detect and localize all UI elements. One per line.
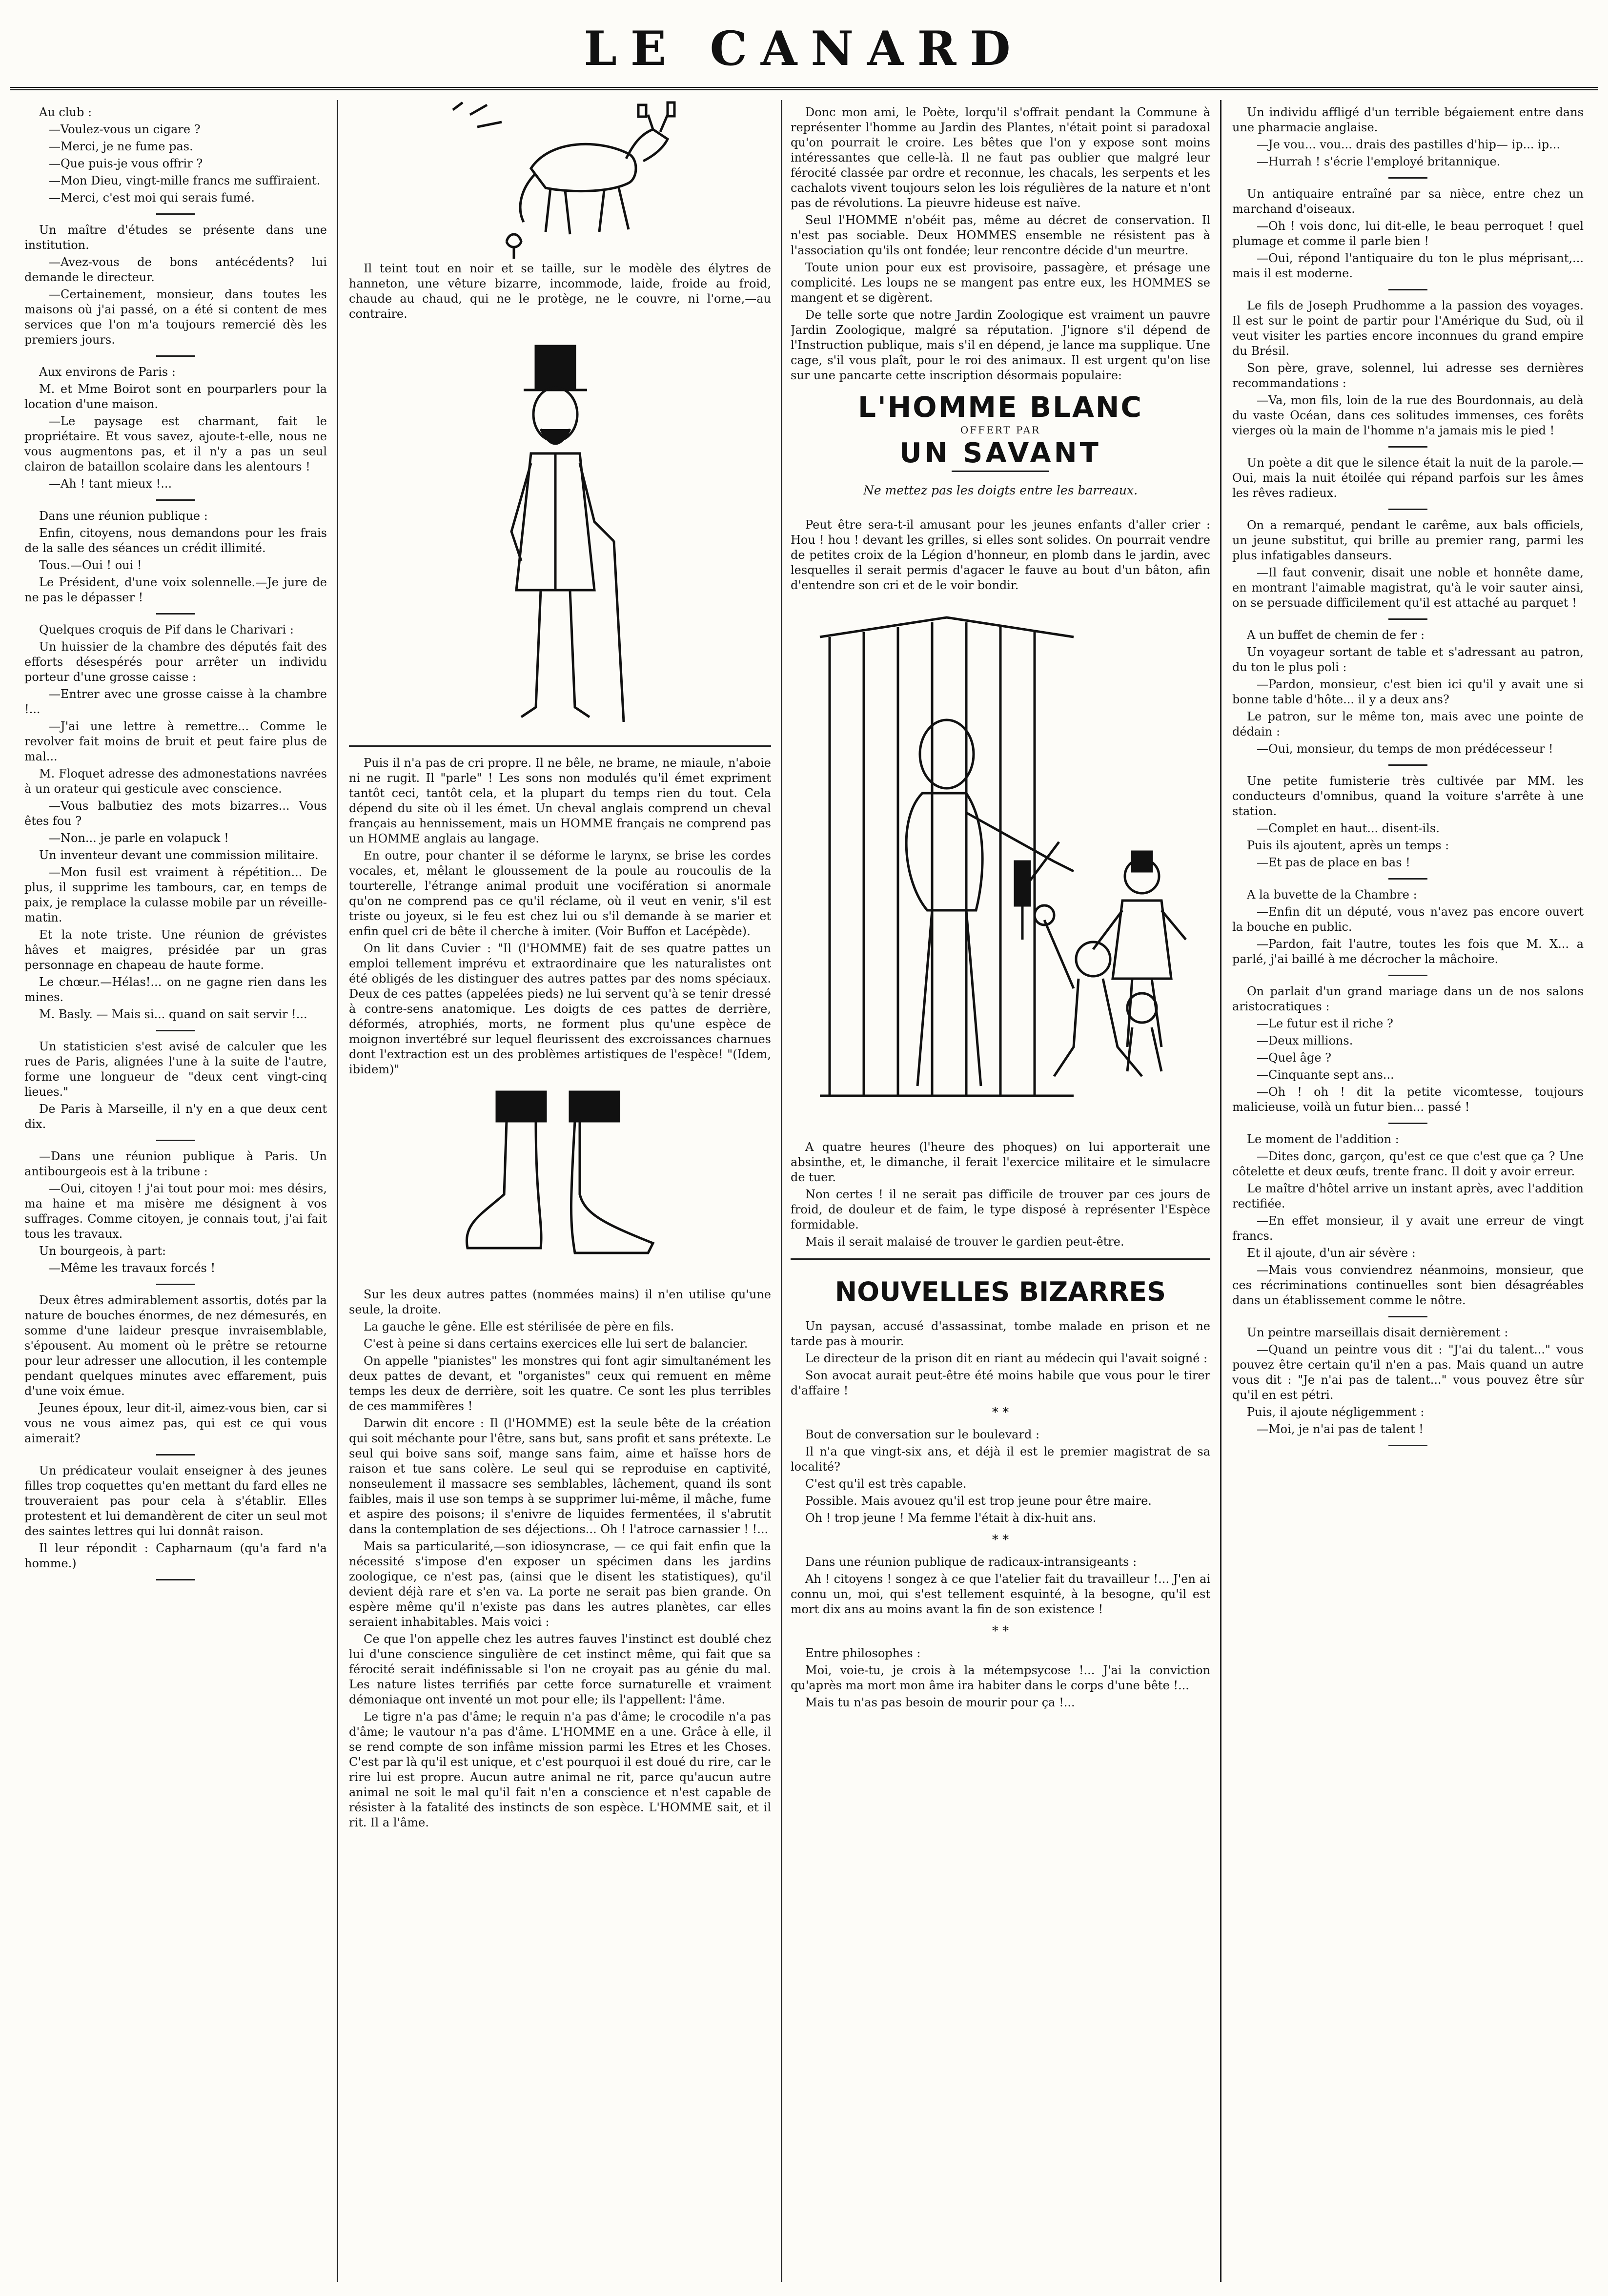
paragraph: Le moment de l'addition : [1247,1132,1399,1146]
separator [1388,1445,1427,1446]
paragraph: —Va, mon fils, loin de la rue des Bourdonnais, au delà du vaste Océan, dans ces solitudes immenses, ces forêts vierges où la main de l'homme n'a jamais mis le pied ! [1232,393,1584,437]
paragraph: —Oh ! oh ! dit la petite vicomtesse, toujours malicieuse, voilà un futur bien... passé ! [1232,1085,1584,1114]
paragraph: En outre, pour chanter il se déforme le larynx, se brise les cordes vocales, et, mêlant le gloussement de la poule au roucoulis de la tourterelle, l'étrange animal produit une vocifération si anormale qu'on ne comprend pas ce qu'il réclame, où il veut en venir, s'il est triste ou joyeux, si le feu est chez lui ou s'il demande à se marier et enfin quel cri de bête il cherche à imiter. (Voir Buffon et Lacépède). [349,849,771,938]
separator [1388,975,1427,976]
paragraph: Le fils de Joseph Prudhomme a la passion des voyages. Il est sur le point de partir pour l'Amérique du Sud, où il veut visiter les parties encore inconnues du grand empire du Brésil. [1232,299,1584,358]
paragraph: Le directeur de la prison dit en riant au médecin qui l'avait soigné : [805,1352,1208,1365]
paragraph: Un poète a dit que le silence était la nuit de la parole.— Oui, mais la nuit étoilée qui répand parfois sur les âmes les rêves radieux. [1232,456,1584,500]
paragraph: —Vous balbutiez des mots bizarres... Vous êtes fou ? [24,799,327,828]
separator [1388,289,1427,290]
separator [1388,618,1427,620]
paragraph: —Cinquante sept ans... [1257,1068,1394,1082]
paragraph: Et la note triste. Une réunion de grévistes hâves et maigres, présidée par un gras personnage en chapeau de haute forme. [24,928,327,972]
paragraph: —Certainement, monsieur, dans toutes les maisons où j'ai passé, on a été si content de mes services que l'on m'a toujours remercié dès les premiers jours. [24,287,327,347]
separator [156,499,195,501]
paragraph: Un inventeur devant une commission militaire. [39,848,319,862]
paragraph: —Oui, monsieur, du temps de mon prédécesseur ! [1257,742,1553,756]
paragraph: Peut être sera-t-il amusant pour les jeunes enfants d'aller crier : Hou ! hou ! devant les grilles, si elles sont solides. On pourrait vendre de petites croix de la Légion d'honneur, en plomb dans le jardin, avec lesquelles il serait permis d'agacer le fauve au bout d'un bâton, afin d'entendre son cri et de le voir bondir. [791,518,1210,592]
separator [1388,764,1427,766]
warning-note: Ne mettez pas les doigts entre les barreaux. [863,483,1138,497]
paragraph: —Deux millions. [1257,1034,1353,1047]
paragraph: On lit dans Cuvier : "Il (l'HOMME) fait de ses quatre pattes un emploi tellement imprévu et extraordinaire que les naturalistes ont été obligés de les distinguer des autres pattes par des noms spéciaux. Deux de ces pattes (appelées pieds) ne lui servent qu'à se tenir dressé à contre-sens anatomique. Les doigts de ces pattes de derrière, déformés, atrophiés, morts, ne forment plus qu'une espèce de moignon invertébré sur lequel fleurissent des excroissances charnues dont l'extraction est un des problèmes artistiques de l'espèce! "(Idem, ibidem)" [349,942,771,1076]
separator [156,1140,195,1141]
column-3 [791,105,1210,2277]
paragraph: Aux environs de Paris : [39,365,176,379]
paragraph: Ce que l'on appelle chez les autres fauves l'instinct est doublé chez lui d'une conscience singulière de cet instinct même, qui fait que sa férocité serait indéfinissable si l'on ne croyait pas au génie du mal. Les nature listes terrifiés par cette force surnaturelle et vraiment démoniaque ont inventé un mot pour elle; ils l'appellent: l'âme. [349,1632,771,1706]
paragraph: Puis, il ajoute négligemment : [1247,1405,1425,1419]
gentleman-illustration [482,336,638,737]
paragraph: On a remarqué, pendant le carême, aux bals officiels, un jeune substitut, qui brille au premier rang, parmi les plus infatigables danseurs. [1232,518,1584,562]
paragraph: —Voulez-vous un cigare ? [49,123,201,136]
paragraph: —Oui, citoyen ! j'ai tout pour moi: mes désirs, ma haine et ma misère me désignent à vos suffrages. Comme citoyen, je connais tout, j'ai fait tous les travaux. [24,1182,327,1241]
column-1 [24,105,327,2277]
stars-separator: * * [992,1533,1009,1547]
paragraph: Il n'a que vingt-six ans, et déjà il est le premier magistrat de sa localité? [791,1445,1210,1474]
separator [156,213,195,215]
paragraph: —Le paysage est charmant, fait le propriétaire. Et vous savez, ajoute-t-elle, nous ne vous augmentons pas, et il n'y a pas un seul clairon de bataillon scolaire dans les alentours ! [24,414,327,473]
paragraph: De Paris à Marseille, il n'y en a que deux cent dix. [24,1102,327,1131]
paragraph: Seul l'HOMME n'obéit pas, même au décret de conservation. Il n'est pas sociable. Deux HOMMES ensemble ne résistent pas à l'association qu'ils ont fondée; leur rencontre décide d'un meurtre. [791,213,1210,257]
paragraph: Un prédicateur voulait enseigner à des jeunes filles trop coquettes qu'en mettant du fard elles ne trouveraient pas pour cela à s'établir. Elles protestent et lui demandèrent de citer un seul mot des saintes lettres qui lui donnât raison. [24,1464,327,1538]
column-divider [781,100,782,2282]
paragraph: Un peintre marseillais disait dernièrement : [1247,1326,1508,1339]
caged-man-illustration [800,608,1201,1125]
paragraph: —Le futur est il riche ? [1257,1017,1393,1030]
paragraph: Un antiquaire entraîné par sa nièce, entre chez un marchand d'oiseaux. [1232,187,1584,216]
separator [156,1284,195,1285]
paragraph: Donc mon ami, le Poète, lorqu'il s'offrait pendant la Commune à représenter l'homme au Jardin des Plantes, n'était point si paradoxal qu'on pourrait le croire. Les bêtes que l'on y expose sont moins intéressantes que celle-là. Il ne faut pas oublier que malgré leur férocité classée par ordre et reconnue, les chacals, les serpents et les cachalots vivent toujours selon les lois régulières de la nature et n'ont pas de révolutions. La pieuvre hideuse est naïve. [791,105,1210,210]
paragraph: Un maître d'études se présente dans une institution. [24,223,327,252]
separator [156,1030,195,1031]
column-2 [349,100,771,2272]
paragraph: Sur les deux autres pattes (nommées mains) il n'en utilise qu'une seule, la droite. [349,1288,771,1316]
paragraph: —Je vou... vou... drais des pastilles d'hip— ip... ip... [1257,138,1561,151]
paragraph: —Mon Dieu, vingt-mille francs me suffiraient. [49,174,321,187]
paragraph: Un individu affligé d'un terrible bégaiement entre dans une pharmacie anglaise. [1232,105,1584,134]
paragraph: Dans une réunion publique : [39,509,208,523]
paragraph: Tous.—Oui ! oui ! [39,558,142,572]
paragraph: —Que puis-je vous offrir ? [49,157,203,170]
paragraph: Son père, grave, solennel, lui adresse ses dernières recommandations : [1232,361,1584,390]
separator [952,471,1049,472]
paragraph: Il leur répondit : Capharnaum (qu'a fard n'a homme.) [24,1541,327,1570]
column-divider [337,100,338,2282]
paragraph: Le chœur.—Hélas!... on ne gagne rien dans les mines. [24,975,327,1004]
paragraph: —Dans une réunion publique à Paris. Un antibourgeois est à la tribune : [24,1149,327,1178]
paragraph: —Entrer avec une grosse caisse à la chambre !... [24,687,327,716]
paragraph: On appelle "pianistes" les monstres qui font agir simultanément les deux pattes de devant, et "organistes" ceux qui remuent en même temps les deux de derrière, soit les quatre. Ce sont les plus terribles de ces mammifères ! [349,1354,771,1413]
paragraph: C'est qu'il est très capable. [805,1477,967,1491]
paragraph: Bout de conversation sur le boulevard : [805,1428,1040,1441]
separator [1388,878,1427,880]
paragraph: —Merci, c'est moi qui serais fumé. [49,191,255,205]
paragraph: —Ah ! tant mieux !... [49,477,172,491]
paragraph: Et il ajoute, d'un air sévère : [1247,1246,1416,1260]
feet-illustration [458,1087,663,1277]
paragraph: Au club : [39,105,92,119]
paragraph: A quatre heures (l'heure des phoques) on lui apporterait une absinthe, et, le dimanche, il ferait l'exercice militaire et le simulacre de tuer. [791,1140,1210,1184]
paragraph: —Oui, répond l'antiquaire du ton le plus méprisant,... mais il est moderne. [1232,251,1584,280]
paragraph: On parlait d'un grand mariage dans un de nos salons aristocratiques : [1232,984,1584,1013]
paragraph: Moi, voie-tu, je crois à la métempsycose !... J'ai la conviction qu'après ma mort mon âme ira habiter dans le corps d'une bête !... [791,1663,1210,1692]
column-divider [1220,100,1221,2282]
separator [1388,1316,1427,1317]
paragraph: —Non... je parle en volapuck ! [49,831,229,845]
paragraph: Une petite fumisterie très cultivée par MM. les conducteurs d'omnibus, quand la voiture s'arrête à une station. [1232,774,1584,818]
separator [1388,509,1427,510]
paragraph: Non certes ! il ne serait pas difficile de trouver par ces jours de froid, de douleur et de faim, le type disposé à représenter l'Espèce formidable. [791,1188,1210,1231]
separator [1388,177,1427,179]
paragraph: De telle sorte que notre Jardin Zoologique est vraiment un pauvre Jardin Zoologique, malgré sa réputation. J'ignore s'il dépend de l'Instruction publique, mais s'il en dépend, je lance ma supplique. Une cage, s'il vous plaît, pour le roi des animaux. Il est urgent qu'on lise sur une pancarte cette inscription désormais populaire: [791,308,1210,382]
paragraph: Toute union pour eux est provisoire, passagère, et présage une complicité. Les loups ne se mangent pas entre eux, les HOMMES se mangent et se digèrent. [791,261,1210,305]
paragraph: Son avocat aurait peut-être été moins habile que vous pour le tirer d'affaire ! [791,1369,1210,1397]
paragraph: La gauche le gêne. Elle est stérilisée de père en fils. [364,1320,674,1333]
paragraph: —Hurrah ! s'écrie l'employé britannique. [1257,155,1501,168]
newspaper-title: LE CANARD [584,21,1024,76]
paragraph: —Et pas de place en bas ! [1257,856,1410,869]
separator [1388,446,1427,448]
stars-separator: * * [992,1405,1009,1420]
paragraph: Jeunes époux, leur dit-il, aimez-vous bien, car si vous ne vous aimez pas, qui est ce qui vous aimerait? [24,1401,327,1445]
stars-separator: * * [992,1624,1009,1639]
paragraph: Quelques croquis de Pif dans le Charivari : [39,623,294,636]
paragraph: M. et Mme Boirot sont en pourparlers pour la location d'une maison. [24,382,327,411]
paragraph: Mais sa particularité,—son idiosyncrase, — ce qui fait enfin que la nécessité s'impose d'en exposer un spécimen dans les jardins zoologique, ce n'est pas, (ainsi que le disent les statistiques), qu'il devient déjà rare et s'en va. La porte ne serait pas bien grande. On espère même qu'il n'existe pas dans les autres planètes, car elles seraient inhabitables. Mais voici : [349,1539,771,1629]
paragraph: Un bourgeois, à part: [39,1244,166,1258]
paragraph: —Quel âge ? [1257,1051,1332,1065]
masthead-rule [10,87,1598,90]
paragraph: —Mais vous conviendrez néanmoins, monsieur, que ces récriminations continuelles sont bien désagréables dans un établissement comme le nôtre. [1232,1263,1584,1307]
paragraph: —Enfin dit un député, vous n'avez pas encore ouvert la bouche en public. [1232,905,1584,934]
animal-illustration [424,100,697,261]
paragraph: —Il faut convenir, disait une noble et honnête dame, en montrant l'aimable magistrat, qu'à le voir sauter ainsi, on se persuade difficilement qu'il est attaché au parquet ! [1232,566,1584,610]
paragraph: —Moi, je n'ai pas de talent ! [1257,1422,1424,1436]
separator [791,1258,1210,1260]
paragraph: Dans une réunion publique de radicaux-intransigeants : [805,1555,1137,1569]
paragraph: —Pardon, monsieur, c'est bien ici qu'il y avait une si bonne table d'hôte... il y a deux ans? [1232,677,1584,706]
paragraph: —Mon fusil est vraiment à répétition... De plus, il supprime les tambours, car, en temps de paix, je remplace la culasse mobile par un réveille-matin. [24,865,327,924]
paragraph: M. Floquet adresse des admonestations navrées à un orateur qui gesticule avec conscience. [24,767,327,796]
paragraph: —Dites donc, garçon, qu'est ce que c'est que ça ? Une côtelette et deux œufs, trente franc. Il doit y avoir erreur. [1232,1149,1584,1178]
masthead [0,15,1608,83]
separator [156,613,195,615]
paragraph: C'est à peine si dans certains exercices elle lui sert de balancier. [364,1337,748,1351]
paragraph: Un huissier de la chambre des députés fait des efforts désespérés pour arrêter un individu porteur d'une grosse caisse : [24,640,327,684]
column-4 [1232,105,1584,2277]
paragraph: —Quand un peintre vous dit : "J'ai du talent..." vous pouvez être certain qu'il n'en a pas. Mais quand un autre vous dit : "Je n'ai pas de talent..." vous pouvez être sûr qu'il en est pétri. [1232,1343,1584,1402]
paragraph: Possible. Mais avouez qu'il est trop jeune pour être maire. [805,1494,1152,1508]
separator [156,1454,195,1456]
paragraph: Il teint tout en noir et se taille, sur le modèle des élytres de hanneton, une vêture bizarre, incommode, laide, froide au froid, chaude au chaud, qui ne le protège, ne le couvre, ni l'orne,—au contraire. [349,262,771,321]
separator [156,355,195,357]
paragraph: Le maître d'hôtel arrive un instant après, avec l'addition rectifiée. [1232,1182,1584,1210]
paragraph: Un voyageur sortant de table et s'adressant au patron, du ton le plus poli : [1232,645,1584,674]
separator [1388,1123,1427,1124]
paragraph: Mais il serait malaisé de trouver le gardien peut-être. [805,1235,1124,1249]
paragraph: Mais tu n'as pas besoin de mourir pour ça !... [805,1696,1075,1709]
paragraph: Oh ! trop jeune ! Ma femme l'était à dix-huit ans. [805,1511,1097,1525]
paragraph: Ah ! citoyens ! songez à ce que l'atelier fait du travailleur !... J'en ai connu un, moi, qui s'est tellement esquinté, à la besogne, qu'il est mort dix ans au moins avant la fin de son existence ! [791,1572,1210,1616]
paragraph: Le tigre n'a pas d'âme; le requin n'a pas d'âme; le crocodile n'a pas d'âme; le vautour n'a pas d'âme. L'HOMME en a une. Grâce à elle, il se rend compte de son infâme mission parmi les Etres et les Choses. C'est par là qu'il est unique, et c'est pourquoi il est doué du rire, car le rire lui est propre. Aucun autre animal ne rit, parce qu'aucun autre animal ne soit le mal qu'il fait n'en a conscience et n'est capable de résister à la fatalité des instincts de son espèce. L'HOMME sait, et il rit. Il a l'âme. [349,1710,771,1829]
paragraph: Enfin, citoyens, nous demandons pour les frais de la salle des séances un crédit illimité. [24,526,327,555]
paragraph: A un buffet de chemin de fer : [1247,628,1425,642]
paragraph: M. Basly. — Mais si... quand on sait servir !... [39,1007,307,1021]
paragraph: —Pardon, fait l'autre, toutes les fois que M. X... a parlé, j'ai baillé à me décrocher la mâchoire. [1232,937,1584,966]
paragraph: —En effet monsieur, il y avait une erreur de vingt francs. [1232,1214,1584,1243]
paragraph: Puis ils ajoutent, après un temps : [1247,839,1449,852]
paragraph: —Oh ! vois donc, lui dit-elle, le beau perroquet ! quel plumage et comme il parle bien ! [1232,219,1584,248]
paragraph: Darwin dit encore : Il (l'HOMME) est la seule bête de la création qui soit méchante pour l'être, sans but, sans profit et sans prétexte. Le seul qui boive sans soif, mange sans faim, aime et haïsse hors de raison et tue sans colère. Le seul qui se reproduise en captivité, nonseulement il massacre ses semblables, lâchement, quand ils sont faibles, mais il use son temps à se supprimer lui-même, il mâche, fume et aspire des poisons; il s'enivre de liquides fermentées, il s'abrutit dans la contemplation de ses déjections... Oh ! l'atroce carnassier ! !... [349,1416,771,1536]
article-title: L'HOMME BLANC [858,390,1143,424]
paragraph: Un statisticien s'est avisé de calculer que les rues de Paris, alignées l'une à la suite de l'autre, forme une longueur de "deux cent vingt-cinq lieues." [24,1040,327,1099]
paragraph: Le Président, d'une voix solennelle.—Je jure de ne pas le dépasser ! [24,575,327,604]
paragraph: —Merci, je ne fume pas. [49,140,193,153]
separator [156,1579,195,1580]
paragraph: —Avez-vous de bons antécédents? lui demande le directeur. [24,255,327,284]
paragraph: Le patron, sur le même ton, mais avec une pointe de dédain : [1232,710,1584,738]
paragraph: Entre philosophes : [805,1646,921,1660]
separator [349,745,771,747]
paragraph: Un paysan, accusé d'assassinat, tombe malade en prison et ne tarde pas à mourir. [791,1319,1210,1348]
subtitle-savant: UN SAVANT [899,437,1101,469]
paragraph: Puis il n'a pas de cri propre. Il ne bêle, ne brame, ne miaule, n'aboie ni ne rugit. Il "parle" ! Les sons non modulés qu'il émet expriment tantôt ceci, tantôt cela, et la plupart du temps rien du tout. Cela dépend du site où il les émet. Un cheval anglais comprend un cheval français au hennissement, mais un HOMME français ne comprend pas un HOMME anglais au langage. [349,756,771,845]
paragraph: —Même les travaux forcés ! [49,1261,216,1275]
paragraph: A la buvette de la Chambre : [1247,888,1417,902]
subtitle-offert: OFFERT PAR [960,424,1041,436]
paragraph: —J'ai une lettre à remettre... Comme le revolver fait moins de bruit et peut faire plus de mal... [24,719,327,763]
paragraph: Deux êtres admirablement assortis, dotés par la nature de bouches énormes, de nez démesurés, en somme d'une laideur presque invraisemblable, s'épousent. Au moment où le prêtre se retourne pour leur adresser une allocution, il les contemple pendant quelques minutes avec effarement, puis d'une voix émue. [24,1293,327,1398]
section-title: NOUVELLES BIZARRES [835,1276,1166,1307]
paragraph: —Complet en haut... disent-ils. [1257,821,1440,835]
